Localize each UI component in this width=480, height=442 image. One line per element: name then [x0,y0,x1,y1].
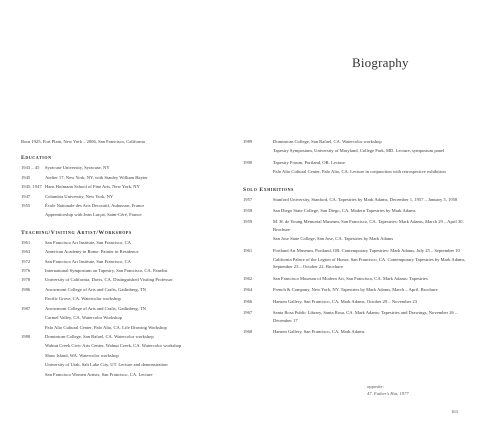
list-item [21,174,246,183]
entry-line: Carmel Valley, CA. Watercolor Workshop [45,315,123,321]
entry-text [273,309,468,326]
entry-text [273,207,468,216]
entry-year: 1955 [21,203,31,209]
entry-line: University of Utah, Salt Lake City, UT. Lecture and demonstration [45,362,168,368]
entry-line: Hansen Gallery, San Francisco, CA. Mark Adams, October 29 – November 23 [273,298,417,304]
left-column [21,138,246,389]
education-heading: Education [21,155,52,162]
entry-year: 1945, 1947 [21,184,42,190]
entry-year: 1961 [243,247,253,253]
entry-line: Syracuse University, Syracuse, NY [45,165,110,171]
solo-exhibitions-heading: Solo Exhibitions [243,186,294,193]
list-item [243,298,468,307]
list-item [21,276,246,285]
list-item [243,275,468,284]
list-item [21,267,246,276]
list-item [21,286,246,305]
entry-text [45,193,246,202]
entry-year: 1972 [21,258,31,264]
entry-text [45,267,246,276]
list-item [243,196,468,205]
page-title: Biography [352,55,409,70]
entry-line: Arrowmont College of Arts and Crafts, Gatlinberg, TN [45,305,147,311]
solo-exhibitions-section [243,187,468,338]
right-column [243,138,468,346]
list-item [243,286,468,295]
list-item [21,248,246,257]
entry-line: Stanford University, Stanford, CA. Tapestries by Mark Adams, December 1, 1957 – January 5, 1958 [273,196,458,202]
caption-title: 47. Father's Hat, 1977 [367,390,409,396]
entry-text [45,276,246,285]
teaching-section [21,230,246,380]
entry-year: 1943 – 45 [21,165,40,171]
entry-line: California Palace of the Legion of Honor, San Francisco, CA. Contemporary Tapestries by Mark Adams, September 23 – October 22. Brochure [273,257,466,270]
entry-line: International Symposium on Tapestry, San Francisco, CA. Panelist [45,268,168,274]
list-item [21,305,246,333]
entry-text [45,183,246,192]
list-item [243,309,468,326]
entry-text [45,202,246,221]
caption-label: opposite: [367,384,384,389]
list-item [21,202,246,221]
entry-text [45,286,246,305]
teaching-continued-list [243,138,468,178]
entry-text [273,247,468,273]
entry-line: École Nationale des Arts Decoratif, Aubusson, France [45,203,145,209]
entry-text [45,164,246,173]
list-item [21,258,246,267]
entry-text [273,218,468,244]
entry-year: 1958 [243,208,253,214]
entry-line: French & Company, New York, NY. Tapestries by Mark Adams, March – April. Brochure [273,287,438,293]
entry-text [45,258,246,267]
entry-line: San Francisco Art Institute, San Francisco, CA [45,239,131,245]
entry-line: Walnut Creek Civic Arts Center, Walnut Creek, CA. Watercolor workshop [45,343,182,349]
entry-line: Portland Art Museum, Portland, OR. Contemporary Tapestries: Mark Adams, July 25 – September 10 [273,247,460,253]
entry-line: Dominican College, San Rafael, CA. Watercolor workshop [45,333,154,339]
list-item [21,164,246,173]
entry-year: 1987 [21,305,31,311]
entry-year: 1988 [21,333,31,339]
entry-year: 1986 [21,286,31,292]
entry-line: Tapestry Forum, Portland, OR. Lecture [273,159,346,165]
entry-text [273,286,468,295]
entry-text [45,239,246,248]
list-item [243,328,468,337]
entry-text [45,333,246,380]
list-item [243,247,468,273]
page-number: 163 [451,409,458,414]
entry-year: 1945 [21,174,31,180]
entry-line: University of California, Davis, CA. Distinguished Visiting Professor [45,277,173,283]
entry-line: San Diego State College, San Diego, CA. Modern Tapestries by Mark Adams [273,208,416,214]
entry-line: Tapestry Symposium, University of Maryland, College Park, MD. Lecture, symposium panel [273,148,445,154]
list-item [243,218,468,244]
entry-year: 1961 [21,239,31,245]
teaching-heading: Teaching/Visiting Artist/Workshops [21,229,132,236]
entry-line: Arrowmont College of Arts and Crafts, Gatlinberg, TN [45,286,147,292]
entry-line: Palo Alto Cultural Center, Palo Alto, CA. Lecture in conjunction with retrospective exhibition [273,169,446,175]
entry-line: San Francisco Women Artists, San Francisco, CA. Lecture [45,371,153,377]
list-item [243,159,468,178]
entry-line: Atelier 17, New York, NY, with Stanley William Hayter [45,174,148,180]
list-item [21,333,246,380]
entry-line: Palo Alto Cultural Center, Palo Alto, CA. Life Drawing Workshop [45,324,167,330]
entry-text [45,174,246,183]
list-item [243,138,468,157]
entry-line: Santa Rosa Public Library, Santa Rosa, CA. Mark Adams: Tapestries and Drawings, November 26 – December 17 [273,310,458,323]
entry-text [45,305,246,333]
entry-text [45,248,246,257]
education-list [21,164,246,220]
entry-line: San Francisco Art Institute, San Francisco, CA [45,258,131,264]
entry-year: 1968 [243,328,253,334]
entry-text [273,196,468,205]
entry-text [273,159,468,178]
entry-text [273,298,468,307]
entry-line: M. H. de Young Memorial Museum, San Francisco, CA. Tapestries: Mark Adams, March 29 – April 30. Brochure [273,219,464,232]
entry-year: 1962 [243,275,253,281]
entry-line: American Academy in Rome. Painter in Residence [45,249,139,255]
list-item [21,239,246,248]
entry-text [273,138,468,157]
figure-caption [367,384,409,397]
list-item [21,183,246,192]
entry-year: 1967 [243,310,253,316]
solo-exhibitions-list [243,196,468,338]
entry-year: 1966 [243,298,253,304]
entry-line: Apprenticeship with Jean Lurçat, Saint-Céré, France [45,212,142,218]
entry-text [273,275,468,284]
teaching-list [21,239,246,380]
entry-line: Shaw Island, WA. Watercolor workshop [45,352,119,358]
entry-line: Columbia University, New York, NY [45,193,114,199]
entry-year: 1959 [243,219,253,225]
list-item [21,193,246,202]
teaching-continued-section [243,138,468,178]
entry-year: 1990 [243,159,253,165]
entry-text [273,328,468,337]
entry-year: 1957 [243,196,253,202]
entry-year: 1947 [21,193,31,199]
entry-year: 1976 [21,268,31,274]
entry-year: 1978 [21,277,31,283]
entry-line: Dominican College, San Rafael, CA. Watercolor workshop [273,139,382,144]
entry-line: Hans Hofmann School of Fine Arts, New York, NY [45,184,140,190]
education-section [21,155,246,220]
entry-year: 1989 [243,139,253,144]
birth-line: Born 1925, Fort Plain, New York – 2006, San Francisco, California [21,139,145,144]
entry-line: Pacific Grove, CA. Watercolor workshop [45,296,121,302]
entry-line: San Jose State College, San Jose, CA. Tapestries by Mark Adams [273,236,394,242]
entry-year: 1964 [243,287,253,293]
list-item [243,207,468,216]
entry-line: San Francisco Museum of Modern Art, San Francisco, CA. Mark Adams: Tapestries [273,275,428,281]
entry-year: 1963 [21,249,31,255]
entry-line: Hansen Gallery, San Francisco, CA. Mark Adams [273,328,365,334]
